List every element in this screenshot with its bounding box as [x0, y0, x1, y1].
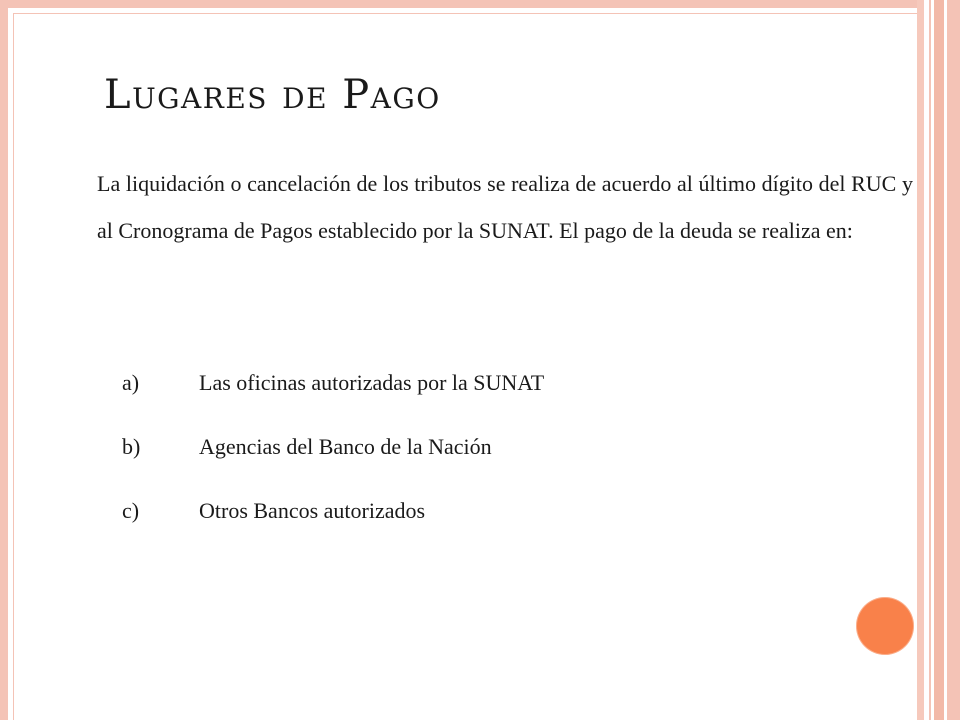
list-item — [122, 434, 544, 498]
list-marker: a) — [122, 370, 140, 395]
right-decorative-bars — [917, 0, 960, 720]
body-paragraph: La liquidación o cancelación de los tributos se realiza de acuerdo al último dígito del RUC y al Cronograma de Pagos establecido por la SUNAT. El pago de la deuda se realiza en: — [97, 171, 913, 243]
right-bar — [917, 0, 924, 720]
payment-places-list — [122, 370, 544, 562]
list-marker: c) — [122, 498, 140, 523]
list-item — [122, 370, 544, 434]
list-item-text: Las oficinas autorizadas por la SUNAT — [199, 370, 545, 395]
list-item-text: Otros Bancos autorizados — [199, 498, 426, 523]
slide-title: Lugares de Pago — [104, 72, 441, 118]
slide-border-inner — [13, 13, 917, 720]
right-bar — [934, 0, 944, 720]
right-bar — [947, 0, 960, 720]
right-bar — [929, 0, 931, 720]
list-item-text: Agencias del Banco de la Nación — [199, 434, 492, 459]
orange-circle-decoration — [856, 597, 914, 655]
list-marker: b) — [122, 434, 141, 459]
list-item — [122, 498, 544, 562]
